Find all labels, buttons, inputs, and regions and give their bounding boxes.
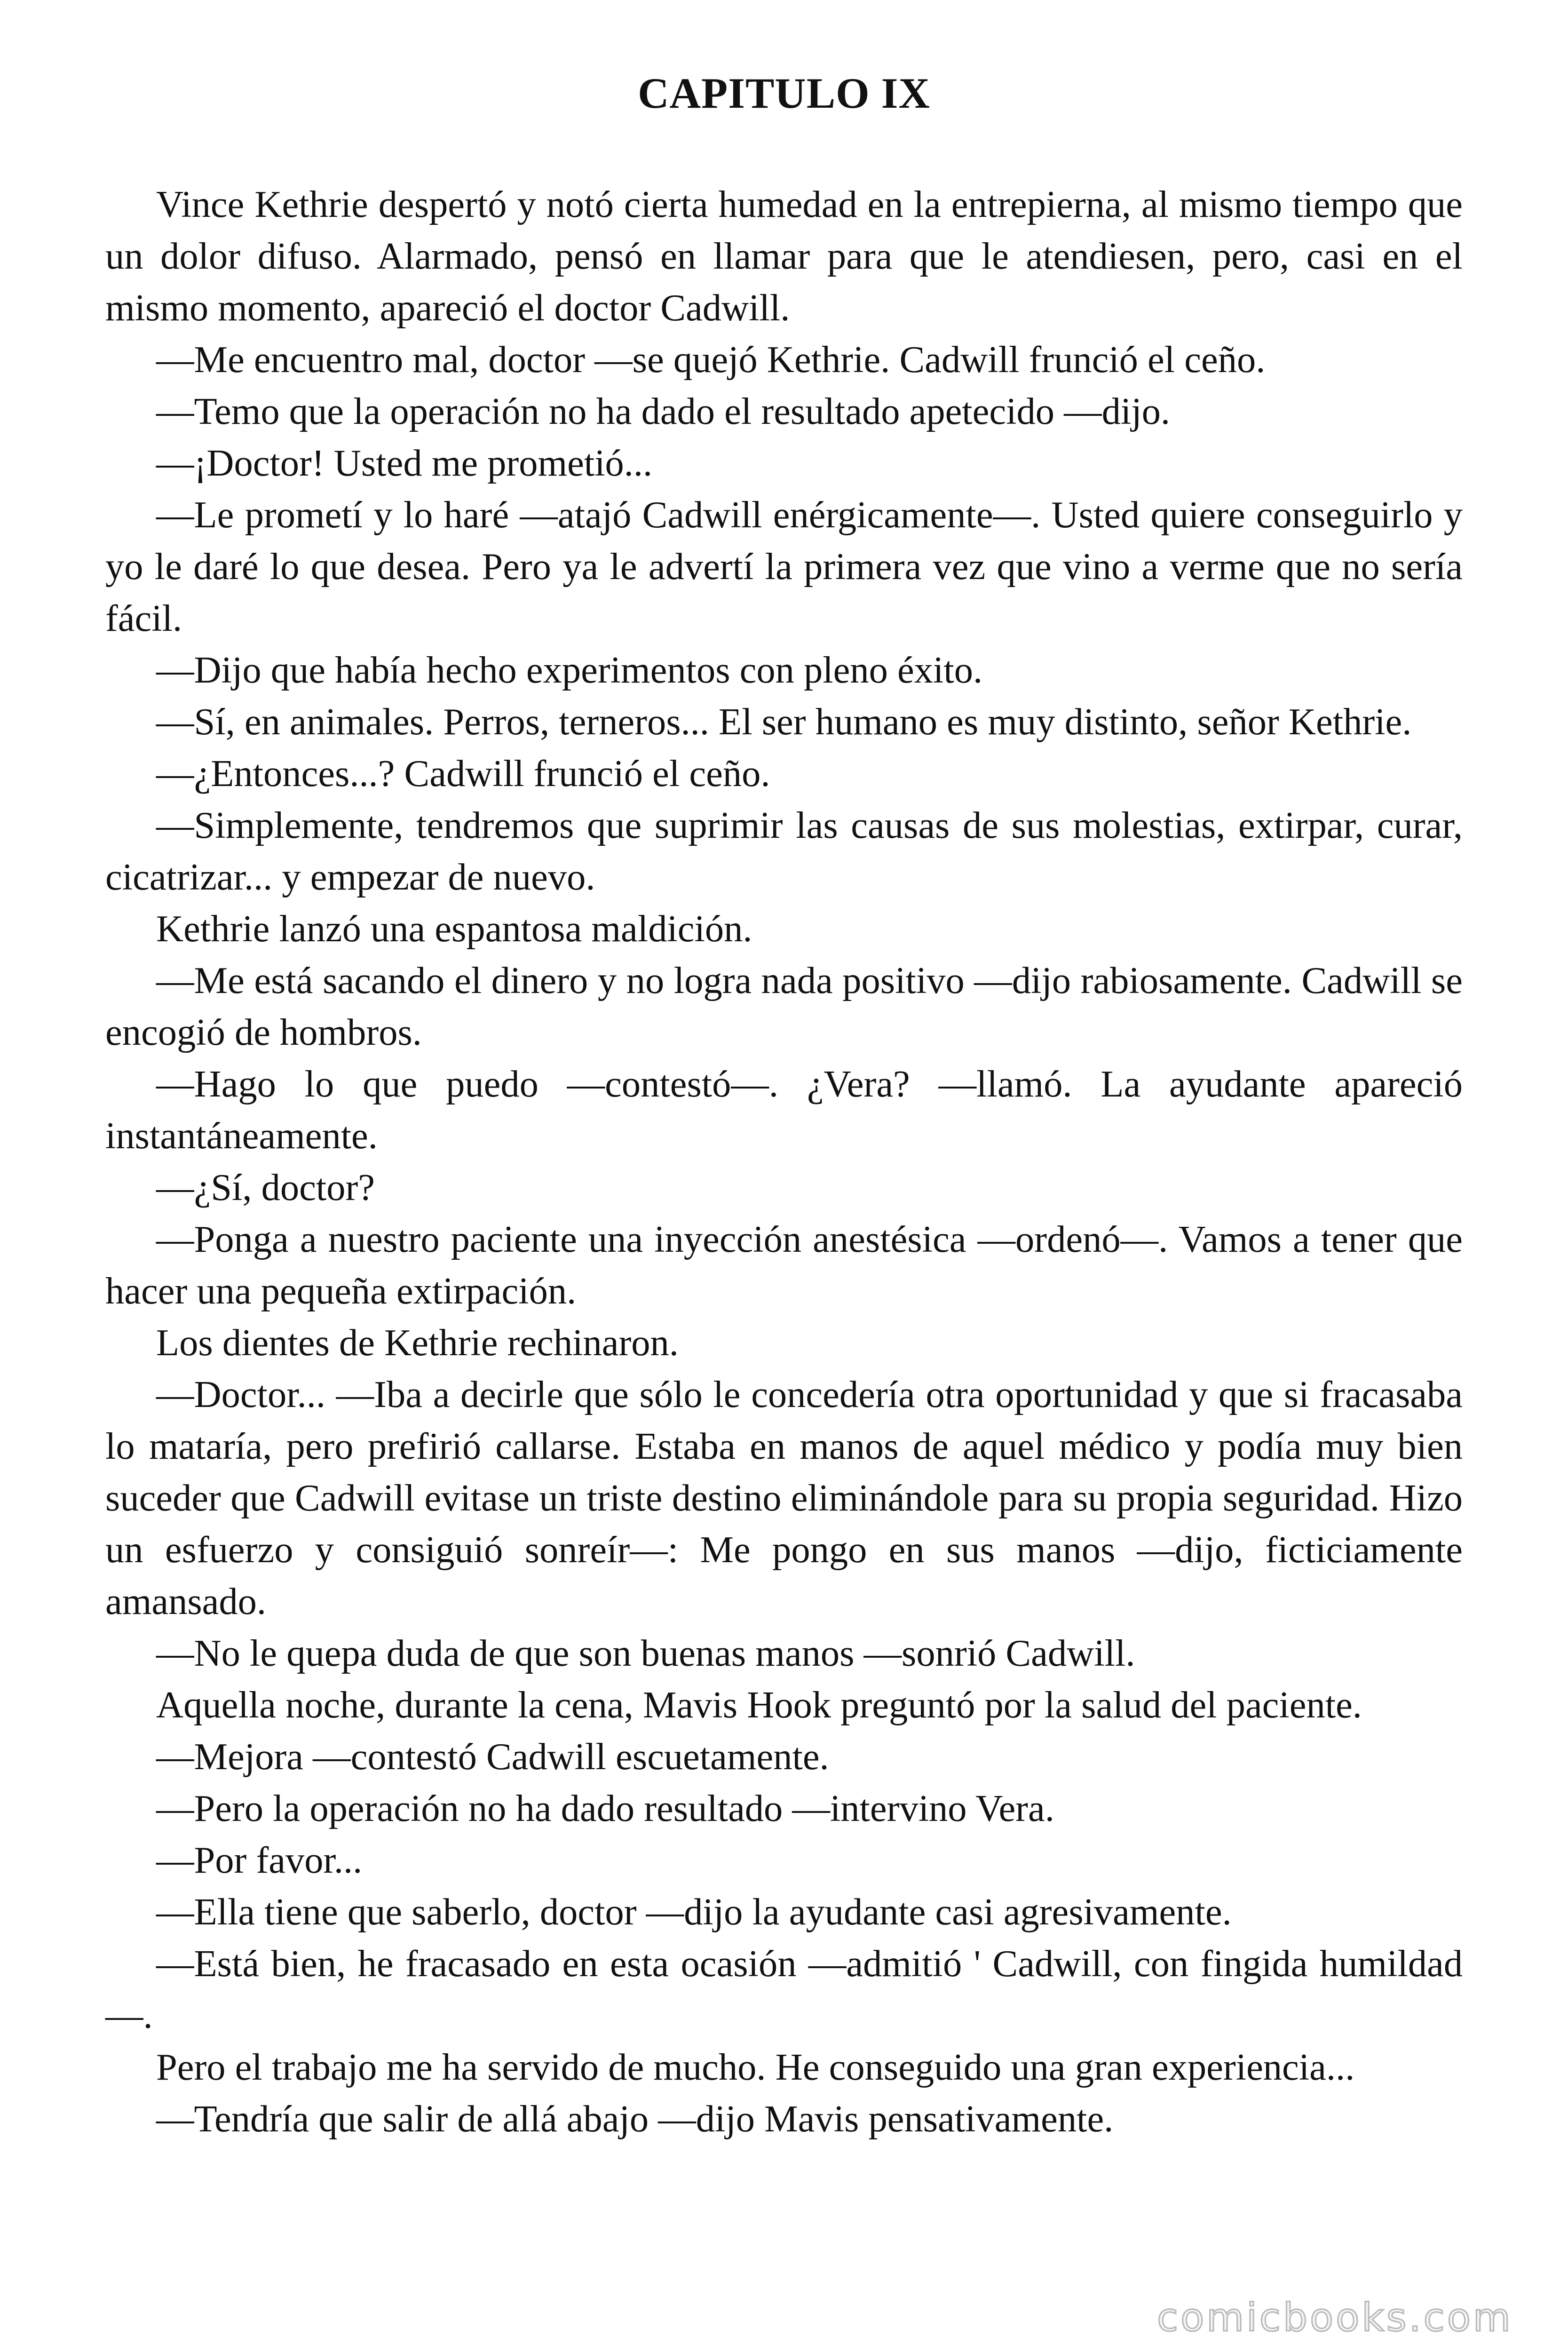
paragraph: —Está bien, he fracasado en esta ocasión —admitió ' Cadwill, con fingida humildad—.: [105, 1943, 1463, 2036]
paragraph: —Sí, en animales. Perros, terneros... El ser humano es muy distinto, señor Kethrie.: [156, 701, 1412, 743]
paragraph: —¡Doctor! Usted me prometió...: [156, 442, 653, 484]
paragraph: Kethrie lanzó una espantosa maldición.: [156, 908, 752, 950]
paragraph: —Pero la operación no ha dado resultado —intervino Vera.: [156, 1788, 1054, 1829]
paragraph: —Doctor... —Iba a decirle que sólo le concedería otra oportunidad y que si fracasaba lo mataría, pero prefirió callarse. Estaba en manos de aquel médico y podía muy bien suceder que Cadwill evitase un triste destino eliminándole para su propia seguridad. Hizo un esfuerzo y consiguió sonreír—: Me pongo en sus manos —dijo, ficticiamente amansado.: [105, 1374, 1463, 1622]
paragraph: —Me está sacando el dinero y no logra nada positivo —dijo rabiosamente. Cadwill se encogió de hombros.: [105, 960, 1463, 1053]
paragraph: —No le quepa duda de que son buenas manos —sonrió Cadwill.: [156, 1632, 1135, 1674]
chapter-title: CAPITULO IX: [638, 69, 930, 117]
paragraph: Aquella noche, durante la cena, Mavis Hook preguntó por la salud del paciente.: [156, 1684, 1362, 1726]
paragraph: —Por favor...: [156, 1839, 363, 1881]
paragraph: —¿Sí, doctor?: [156, 1167, 375, 1208]
paragraph: —Hago lo que puedo —contestó—. ¿Vera? —llamó. La ayudante apareció instantáneamente.: [105, 1063, 1463, 1157]
paragraph: —Ella tiene que saberlo, doctor —dijo la ayudante casi agresivamente.: [156, 1891, 1232, 1933]
paragraph: —¿Entonces...? Cadwill frunció el ceño.: [156, 753, 770, 795]
paragraph: —Me encuentro mal, doctor —se quejó Kethrie. Cadwill frunció el ceño.: [156, 339, 1266, 381]
paragraph: —Ponga a nuestro paciente una inyección anestésica —ordenó—. Vamos a tener que hacer una pequeña extirpación.: [105, 1218, 1463, 1312]
paragraph: —Mejora —contestó Cadwill escuetamente.: [156, 1736, 829, 1778]
paragraph: —Le prometí y lo haré —atajó Cadwill enérgicamente—. Usted quiere conseguirlo y yo le daré lo que desea. Pero ya le advertí la primera vez que vino a verme que no sería fácil.: [105, 494, 1463, 639]
paragraph: Vince Kethrie despertó y notó cierta humedad en la entrepierna, al mismo tiempo que un dolor difuso. Alarmado, pensó en llamar para que le atendiesen, pero, casi en el mismo momento, apareció el doctor Cadwill.: [105, 183, 1463, 329]
paragraph: —Simplemente, tendremos que suprimir las causas de sus molestias, extirpar, curar, cicatrizar... y empezar de nuevo.: [105, 804, 1463, 898]
chapter-body: [105, 179, 1463, 2145]
paragraph: —Tendría que salir de allá abajo —dijo Mavis pensativamente.: [156, 2098, 1114, 2140]
site-watermark: comicbooks.com: [1157, 2296, 1513, 2340]
book-page: [105, 0, 1463, 2352]
paragraph: Pero el trabajo me ha servido de mucho. He conseguido una gran experiencia...: [156, 2046, 1355, 2088]
paragraph: Los dientes de Kethrie rechinaron.: [156, 1322, 679, 1364]
paragraph: —Temo que la operación no ha dado el resultado apetecido —dijo.: [156, 390, 1170, 432]
paragraph: —Dijo que había hecho experimentos con pleno éxito.: [156, 649, 983, 691]
